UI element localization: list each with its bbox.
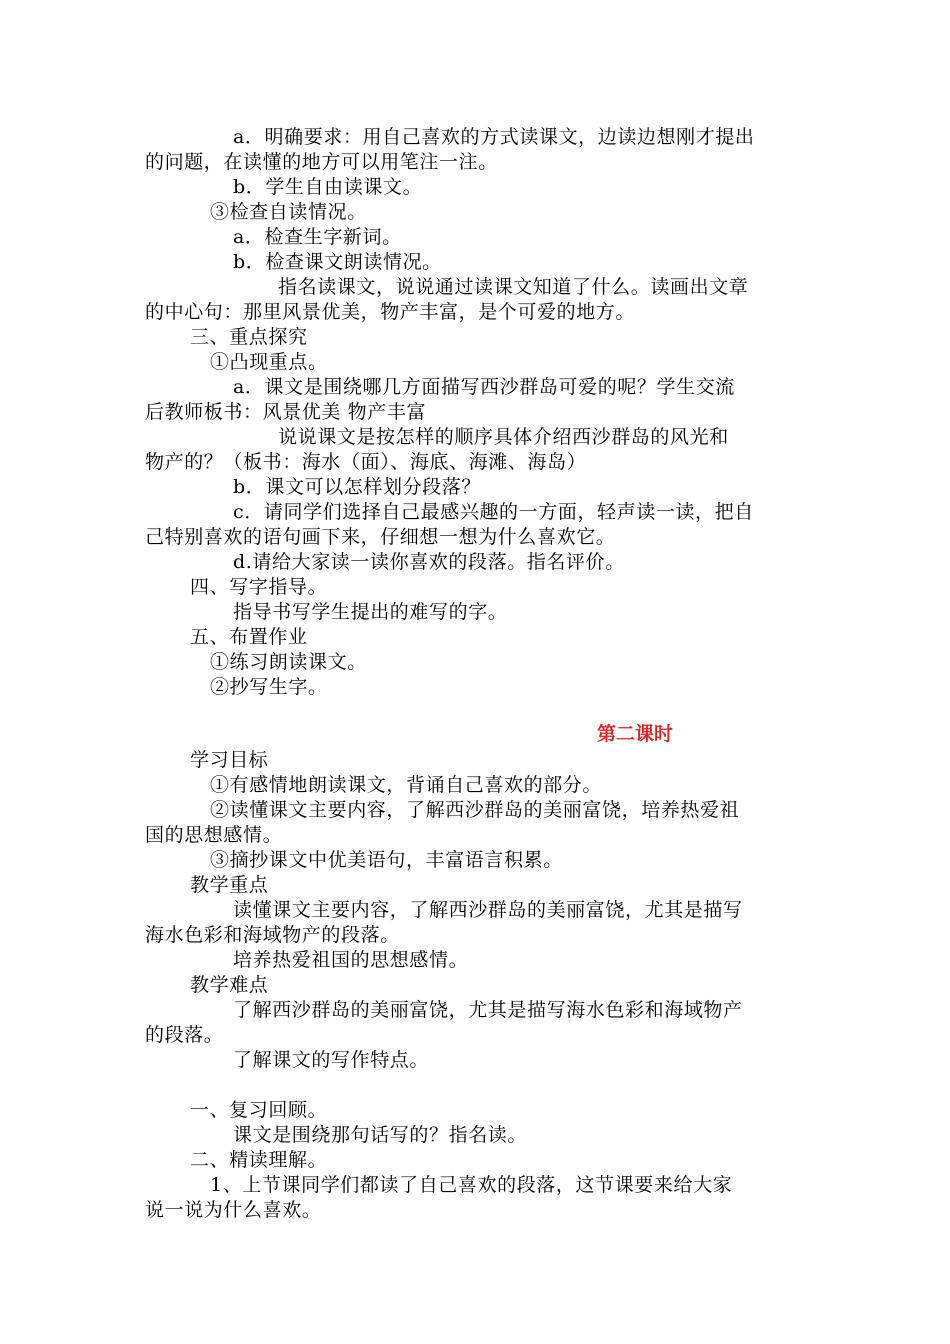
text-line: 物产的？（板书：海水（面）、海底、海滩、海岛）: [145, 451, 587, 473]
text-line: b．课文可以怎样划分段落？: [233, 476, 481, 498]
text-line: ②读懂课文主要内容，了解西沙群岛的美丽富饶，培养热爱祖: [210, 799, 740, 821]
text-line: 说一说为什么喜欢。: [145, 1199, 322, 1221]
text-line: 说说课文是按怎样的顺序具体介绍西沙群岛的风光和: [278, 426, 729, 448]
lesson-heading: 第二课时: [597, 723, 674, 745]
subheading-difficulties: 教学难点: [190, 974, 269, 996]
text-line: 了解课文的写作特点。: [233, 1049, 430, 1071]
section-heading-reading: 二、精读理解。: [190, 1149, 328, 1171]
text-line: 指导书写学生提出的难写的字。: [233, 601, 508, 623]
text-line: 课文是围绕那句话写的？指名读。: [233, 1124, 528, 1146]
text-line: a．明确要求：用自己喜欢的方式读课文，边读边想刚才提出: [233, 126, 755, 148]
subheading-key-points: 教学重点: [190, 874, 269, 896]
text-line: ①有感情地朗读课文，背诵自己喜欢的部分。: [210, 774, 603, 796]
section-heading-4: 四、写字指导。: [190, 576, 328, 598]
text-line: 的段落。: [145, 1024, 224, 1046]
text-line: 己特别喜欢的语句画下来，仔细想一想为什么喜欢它。: [145, 526, 616, 548]
text-line: d.请给大家读一读你喜欢的段落。指名评价。: [233, 551, 625, 573]
text-line: b．检查课文朗读情况。: [233, 251, 442, 273]
text-line: 海水色彩和海域物产的段落。: [145, 924, 400, 946]
text-line: 国的思想感情。: [145, 824, 283, 846]
text-line: ②抄写生字。: [210, 676, 328, 698]
text-line: 培养热爱祖国的思想感情。: [233, 949, 469, 971]
text-line: 指名读课文，说说通过读课文知道了什么。读画出文章: [278, 276, 749, 298]
text-line: 的问题，在读懂的地方可以用笔注一注。: [145, 151, 498, 173]
section-heading-5: 五、布置作业: [190, 626, 308, 648]
text-line: c．请同学们选择自己最感兴趣的一方面，轻声读一读，把自: [233, 501, 754, 523]
text-line: 读懂课文主要内容，了解西沙群岛的美丽富饶，尤其是描写: [233, 899, 743, 921]
section-heading-3: 三、重点探究: [190, 326, 308, 348]
text-line: 的中心句：那里风景优美，物产丰富，是个可爱的地方。: [145, 301, 636, 323]
text-line: 后教师板书：风景优美 物产丰富: [145, 401, 427, 423]
text-line: ①凸现重点。: [210, 351, 328, 373]
text-line: a．检查生字新词。: [233, 226, 402, 248]
text-line: b．学生自由读课文。: [233, 176, 423, 198]
text-line: a．课文是围绕哪几方面描写西沙群岛可爱的呢？学生交流: [233, 376, 735, 398]
subheading-objectives: 学习目标: [190, 749, 269, 771]
text-line: ③检查自读情况。: [210, 201, 367, 223]
text-line: ③摘抄课文中优美语句，丰富语言积累。: [210, 849, 563, 871]
text-line: 了解西沙群岛的美丽富饶，尤其是描写海水色彩和海域物产: [233, 999, 743, 1021]
section-heading-review: 一、复习回顾。: [190, 1099, 328, 1121]
text-line: 1、上节课同学们都读了自己喜欢的段落，这节课要来给大家: [210, 1174, 733, 1196]
text-line: ①练习朗读课文。: [210, 651, 367, 673]
